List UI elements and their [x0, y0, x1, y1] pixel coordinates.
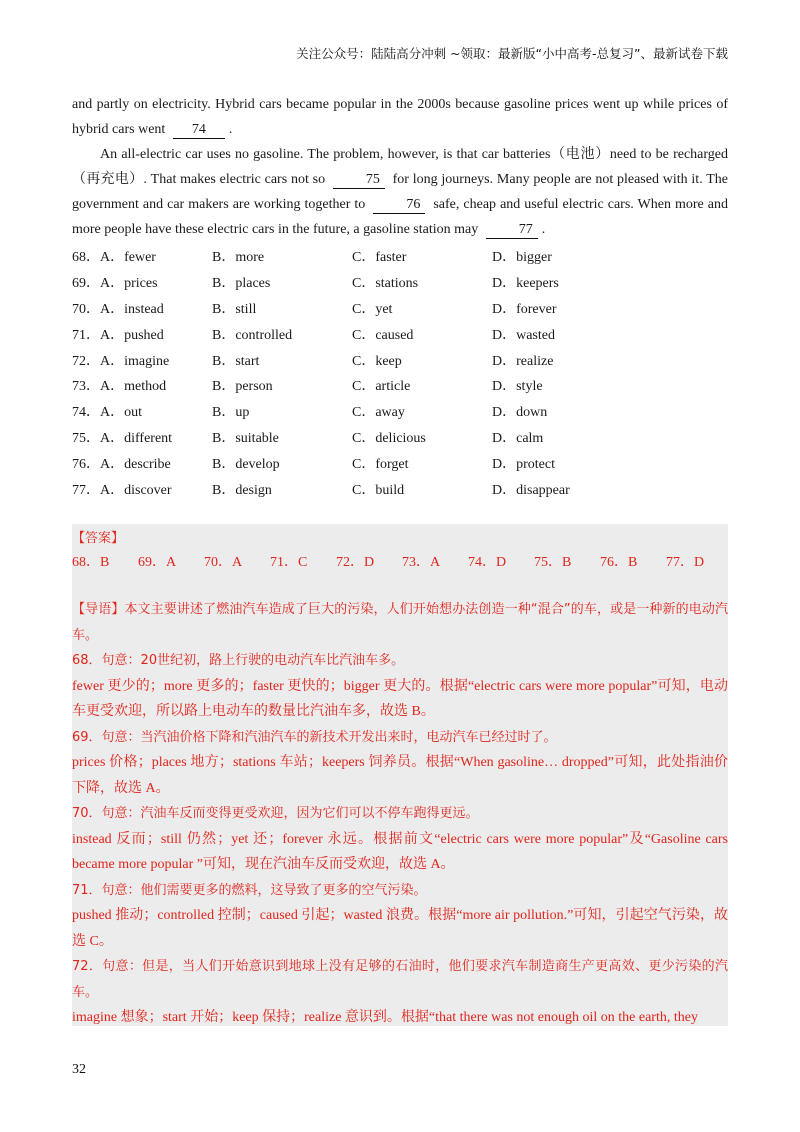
option-b: B．more [212, 249, 265, 265]
option-b: B．person [212, 379, 273, 395]
answer-item: 74．D [468, 555, 507, 570]
question-number: 75． [72, 431, 100, 447]
option-a: A．describe [100, 457, 171, 473]
question-row [72, 295, 728, 321]
question-number: 74． [72, 405, 100, 421]
passage [72, 92, 728, 242]
question-number: 73． [72, 379, 100, 395]
option-d: D．protect [492, 457, 555, 473]
answer-item: 73．A [402, 555, 441, 570]
explain-line: 68．句意：20世纪初，路上行驶的电动汽车比汽油车多。 [72, 653, 405, 668]
question-number: 76． [72, 457, 100, 473]
option-a: A．prices [100, 275, 158, 291]
intro-text: 【导语】本文主要讲述了燃油汽车造成了巨大的污染，人们开始想办法创造一种“混合”的车，或是一种新的电动汽车。 [72, 602, 728, 643]
question-row [72, 450, 728, 476]
option-b: B．up [212, 405, 250, 421]
explain-line: 71．句意：他们需要更多的燃料，这导致了更多的空气污染。 [72, 882, 427, 898]
option-b: B．design [212, 482, 272, 498]
passage-paragraph [72, 142, 728, 242]
page-header: 关注公众号：陆陆高分冲刺 ~领取：最新版“小中高考-总复习”、最新试卷下载 [296, 46, 728, 61]
answer-item: 72．D [336, 555, 375, 570]
answer-item: 76．B [600, 555, 638, 570]
explain-line: 72．句意：但是，当人们开始意识到地球上没有足够的石油时，他们要求汽车制造商生产更高效、更少污染的汽车。 [72, 959, 728, 1000]
option-d: D．forever [492, 301, 557, 317]
blank-74: 74 [173, 122, 225, 139]
option-d: D．keepers [492, 275, 559, 291]
answer-item: 69．A [138, 555, 177, 570]
explain-line: pushed 推动；controlled 控制；caused 引起；wasted 浪费。根据“more air pollution.”可知，引起空气污染，故选 C。 [72, 908, 728, 949]
option-c: C．keep [352, 353, 402, 369]
question-row [72, 424, 728, 450]
option-d: D．bigger [492, 249, 552, 265]
question-number: 71． [72, 327, 100, 343]
option-c: C．stations [352, 275, 419, 291]
answer-item: 70．A [204, 555, 243, 570]
question-row [72, 476, 728, 502]
explain-line: instead 反而；still 仍然；yet 还；forever 永远。根据前文“electric cars were more popular”及“Gasoline cars became more popular ”可知，现在汽油车反而受欢迎，故选 A。 [72, 831, 728, 872]
option-c: C．delicious [352, 431, 426, 447]
option-a: A．instead [100, 301, 164, 317]
option-c: C．forget [352, 457, 409, 473]
question-row [72, 243, 728, 269]
question-number: 77． [72, 482, 100, 498]
answer-section [72, 524, 728, 1026]
question-row [72, 398, 728, 424]
passage-text: for long journeys. Many people are not pleased with it. The government and car makers are working together to [72, 172, 728, 212]
answer-item: 75．B [534, 555, 572, 570]
option-c: C．caused [352, 327, 414, 343]
option-c: C．yet [352, 301, 393, 317]
option-c: C．away [352, 405, 405, 421]
option-a: A．different [100, 431, 173, 447]
option-c: C．build [352, 482, 405, 498]
explain-line: 70．句意：汽油车反而变得更受欢迎，因为它们可以不停车跑得更远。 [72, 806, 479, 821]
option-b: B．controlled [212, 327, 293, 343]
options-list [72, 243, 728, 502]
blank-75: 75 [333, 172, 385, 189]
passage-text: . [541, 222, 546, 237]
option-c: C．faster [352, 249, 407, 265]
explain-line: fewer 更少的；more 更多的；faster 更快的；bigger 更大的。根据“electric cars were more popular”可知，电动车更受欢迎，所以路上电动车的数量比汽油车多，故选 B。 [72, 678, 728, 719]
option-a: A．discover [100, 482, 172, 498]
question-row [72, 269, 728, 295]
question-row [72, 347, 728, 373]
option-a: A．out [100, 405, 142, 421]
option-a: A．imagine [100, 353, 170, 369]
passage-text: An all-electric car uses no gasoline. The problem, however, is that car batteries（电池）need to be recharged（再充电）. That makes electric cars not so [72, 147, 728, 187]
question-number: 70． [72, 301, 100, 317]
explain-line: 69．句意：当汽油价格下降和汽油汽车的新技术开发出来时，电动汽车已经过时了。 [72, 729, 557, 745]
explanation [72, 597, 728, 1031]
page-number: 32 [72, 1062, 86, 1077]
answer-item: 68．B [72, 555, 110, 570]
option-d: D．realize [492, 353, 554, 369]
blank-76: 76 [373, 197, 425, 214]
question-number: 72． [72, 353, 100, 369]
answer-item: 71．C [270, 555, 308, 570]
question-number: 68． [72, 249, 100, 265]
passage-text: and partly on electricity. Hybrid cars became popular in the 2000s because gasoline prices went up while prices of hybrid cars went [72, 97, 728, 137]
option-c: C．article [352, 379, 411, 395]
option-d: D．wasted [492, 327, 555, 343]
option-d: D．calm [492, 431, 544, 447]
question-number: 69． [72, 275, 100, 291]
option-b: B．start [212, 353, 260, 369]
question-row [72, 321, 728, 347]
explain-line: prices 价格；places 地方；stations 车站；keepers 饲养员。根据“When gasoline… dropped”可知，此处指油价下降，故选 A。 [72, 755, 728, 796]
option-b: B．places [212, 275, 271, 291]
option-d: D．disappear [492, 482, 570, 498]
blank-77: 77 [486, 222, 538, 239]
explain-line: imagine 想象；start 开始；keep 保持；realize 意识到。根据“that there was not enough oil on the earth, they [72, 1010, 698, 1025]
passage-paragraph [72, 92, 728, 142]
option-b: B．develop [212, 457, 280, 473]
answer-heading: 【答案】 [72, 531, 125, 546]
option-d: D．style [492, 379, 543, 395]
option-b: B．suitable [212, 431, 279, 447]
option-a: A．pushed [100, 327, 164, 343]
passage-text: safe, cheap and useful electric cars. When more and more people have these electric cars in the future, a gasoline station may [72, 197, 729, 237]
option-a: A．method [100, 379, 167, 395]
question-row [72, 372, 728, 398]
option-b: B．still [212, 301, 257, 317]
passage-text: . [228, 122, 233, 137]
answer-key [72, 550, 728, 576]
option-d: D．down [492, 405, 548, 421]
answer-item: 77．D [666, 555, 705, 570]
option-a: A．fewer [100, 249, 156, 265]
